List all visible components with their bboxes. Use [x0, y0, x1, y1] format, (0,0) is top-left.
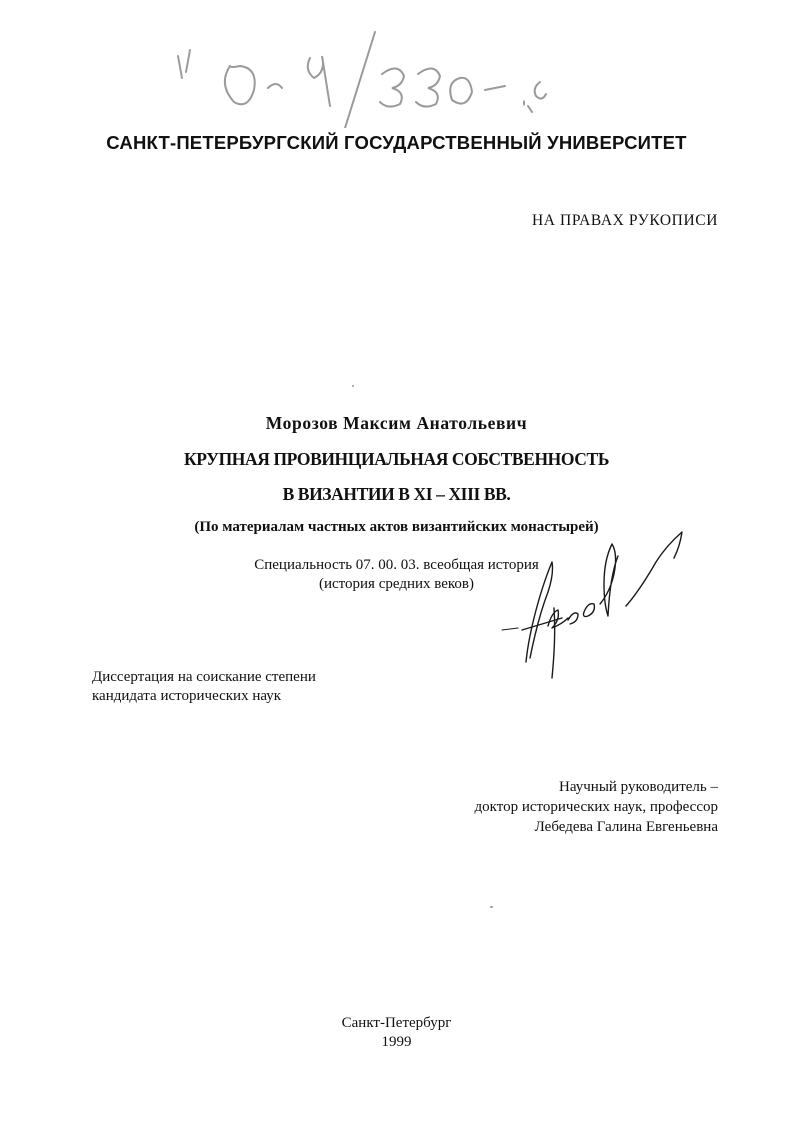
university-name: САНКТ-ПЕТЕРБУРГСКИЙ ГОСУДАРСТВЕННЫЙ УНИВЕРСИТЕТ — [106, 132, 687, 153]
scan-speck — [490, 906, 493, 908]
year: 1999 — [381, 1034, 412, 1050]
dissertation-subtitle: (По материалам частных актов византийских монастырей) — [194, 519, 599, 535]
dissertation-note — [92, 668, 316, 706]
dissertation-title-line-2: В ВИЗАНТИИ В XI – XIII ВВ. — [282, 484, 511, 504]
supervisor-role: Научный руководитель – — [559, 779, 718, 795]
handwritten-archive-note — [160, 28, 580, 128]
specialty-line: Специальность 07. 00. 03. всеобщая история — [254, 557, 539, 573]
supervisor-name: Лебедева Галина Евгеньевна — [534, 819, 718, 835]
author-name: Морозов Максим Анатольевич — [265, 413, 528, 433]
specialty-detail: (история средних веков) — [318, 576, 475, 592]
handwritten-signature — [488, 530, 688, 680]
dissertation-line-2: кандидата исторических наук — [92, 688, 282, 704]
dissertation-title-line-1: КРУПНАЯ ПРОВИНЦИАЛЬНАЯ СОБСТВЕННОСТЬ — [184, 449, 609, 469]
manuscript-rights-note: НА ПРАВАХ РУКОПИСИ — [532, 212, 718, 229]
scan-speck — [523, 100, 525, 106]
supervisor-degree: доктор исторических наук, профессор — [474, 799, 718, 815]
dissertation-line-1: Диссертация на соискание степени — [92, 669, 316, 685]
supervisor-block — [474, 777, 718, 837]
scan-speck — [352, 385, 354, 387]
city: Санкт-Петербург — [341, 1015, 452, 1031]
